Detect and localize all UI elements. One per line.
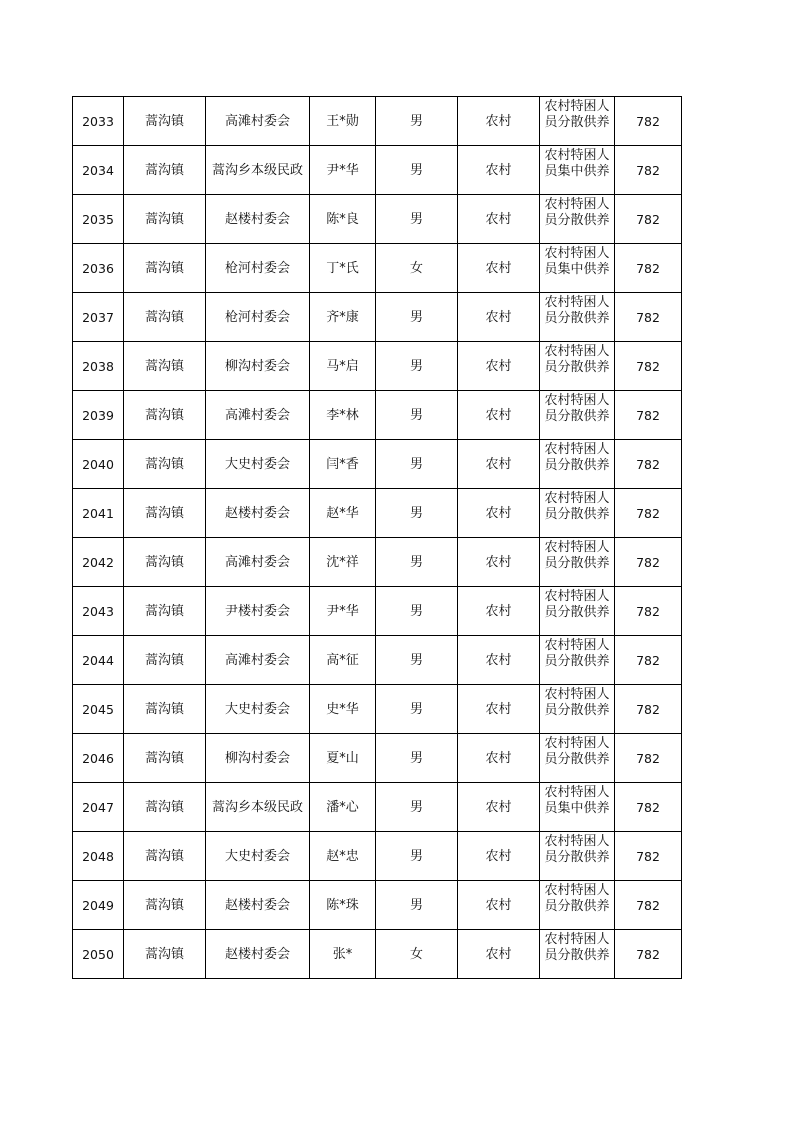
row-id-cell: 2049 [73, 881, 124, 930]
table-row [73, 244, 682, 293]
village-cell: 高滩村委会 [206, 97, 310, 146]
table-row [73, 342, 682, 391]
support-category-text: 农村特困人员分散供养 [544, 441, 610, 473]
support-category-text: 农村特困人员分散供养 [544, 588, 610, 620]
gender-cell: 男 [376, 391, 458, 440]
town-cell: 蒿沟镇 [124, 930, 206, 979]
support-category-cell [540, 489, 615, 538]
gender-cell: 男 [376, 734, 458, 783]
village-cell: 柳沟村委会 [206, 734, 310, 783]
person-name-cell: 张* [310, 930, 376, 979]
row-id-cell: 2050 [73, 930, 124, 979]
row-id-cell: 2038 [73, 342, 124, 391]
gender-cell: 男 [376, 881, 458, 930]
person-name-cell: 齐*康 [310, 293, 376, 342]
support-category-text: 农村特困人员分散供养 [544, 490, 610, 522]
area-type-cell: 农村 [458, 832, 540, 881]
town-cell: 蒿沟镇 [124, 881, 206, 930]
gender-cell: 男 [376, 489, 458, 538]
table-row [73, 636, 682, 685]
gender-cell: 男 [376, 832, 458, 881]
amount-cell: 782 [615, 930, 682, 979]
support-category-cell [540, 97, 615, 146]
support-category-text: 农村特困人员集中供养 [544, 784, 610, 816]
town-cell: 蒿沟镇 [124, 587, 206, 636]
table-row [73, 293, 682, 342]
support-category-cell [540, 685, 615, 734]
table-row [73, 881, 682, 930]
amount-cell: 782 [615, 685, 682, 734]
village-cell: 大史村委会 [206, 685, 310, 734]
person-name-cell: 潘*心 [310, 783, 376, 832]
gender-cell: 男 [376, 783, 458, 832]
area-type-cell: 农村 [458, 538, 540, 587]
row-id-cell: 2048 [73, 832, 124, 881]
gender-cell: 男 [376, 293, 458, 342]
support-category-text: 农村特困人员分散供养 [544, 98, 610, 130]
amount-cell: 782 [615, 538, 682, 587]
table-body [73, 97, 682, 979]
support-category-text: 农村特困人员分散供养 [544, 637, 610, 669]
town-cell: 蒿沟镇 [124, 97, 206, 146]
support-category-text: 农村特困人员分散供养 [544, 686, 610, 718]
village-cell: 枪河村委会 [206, 293, 310, 342]
person-name-cell: 陈*良 [310, 195, 376, 244]
amount-cell: 782 [615, 832, 682, 881]
beneficiary-table [72, 96, 682, 979]
row-id-cell: 2045 [73, 685, 124, 734]
area-type-cell: 农村 [458, 734, 540, 783]
row-id-cell: 2040 [73, 440, 124, 489]
village-cell: 赵楼村委会 [206, 195, 310, 244]
support-category-text: 农村特困人员分散供养 [544, 392, 610, 424]
area-type-cell: 农村 [458, 685, 540, 734]
town-cell: 蒿沟镇 [124, 342, 206, 391]
town-cell: 蒿沟镇 [124, 146, 206, 195]
support-category-cell [540, 146, 615, 195]
support-category-text: 农村特困人员分散供养 [544, 196, 610, 228]
support-category-cell [540, 342, 615, 391]
amount-cell: 782 [615, 587, 682, 636]
town-cell: 蒿沟镇 [124, 685, 206, 734]
town-cell: 蒿沟镇 [124, 636, 206, 685]
support-category-text: 农村特困人员分散供养 [544, 343, 610, 375]
amount-cell: 782 [615, 636, 682, 685]
village-cell: 枪河村委会 [206, 244, 310, 293]
support-category-text: 农村特困人员分散供养 [544, 833, 610, 865]
town-cell: 蒿沟镇 [124, 440, 206, 489]
row-id-cell: 2043 [73, 587, 124, 636]
table-row [73, 489, 682, 538]
row-id-cell: 2035 [73, 195, 124, 244]
area-type-cell: 农村 [458, 489, 540, 538]
gender-cell: 男 [376, 342, 458, 391]
amount-cell: 782 [615, 195, 682, 244]
person-name-cell: 赵*华 [310, 489, 376, 538]
row-id-cell: 2037 [73, 293, 124, 342]
area-type-cell: 农村 [458, 97, 540, 146]
village-cell: 高滩村委会 [206, 538, 310, 587]
support-category-cell [540, 881, 615, 930]
village-cell: 高滩村委会 [206, 636, 310, 685]
amount-cell: 782 [615, 391, 682, 440]
gender-cell: 男 [376, 587, 458, 636]
town-cell: 蒿沟镇 [124, 832, 206, 881]
village-cell: 尹楼村委会 [206, 587, 310, 636]
amount-cell: 782 [615, 293, 682, 342]
table-row [73, 930, 682, 979]
table-row [73, 195, 682, 244]
table-row [73, 685, 682, 734]
gender-cell: 男 [376, 195, 458, 244]
amount-cell: 782 [615, 440, 682, 489]
area-type-cell: 农村 [458, 244, 540, 293]
gender-cell: 女 [376, 244, 458, 293]
support-category-cell [540, 636, 615, 685]
person-name-cell: 丁*氏 [310, 244, 376, 293]
support-category-cell [540, 538, 615, 587]
area-type-cell: 农村 [458, 930, 540, 979]
town-cell: 蒿沟镇 [124, 195, 206, 244]
town-cell: 蒿沟镇 [124, 244, 206, 293]
town-cell: 蒿沟镇 [124, 783, 206, 832]
person-name-cell: 夏*山 [310, 734, 376, 783]
town-cell: 蒿沟镇 [124, 293, 206, 342]
table-row [73, 440, 682, 489]
person-name-cell: 沈*祥 [310, 538, 376, 587]
support-category-cell [540, 293, 615, 342]
amount-cell: 782 [615, 146, 682, 195]
person-name-cell: 陈*珠 [310, 881, 376, 930]
gender-cell: 男 [376, 97, 458, 146]
row-id-cell: 2036 [73, 244, 124, 293]
town-cell: 蒿沟镇 [124, 734, 206, 783]
support-category-text: 农村特困人员分散供养 [544, 735, 610, 767]
amount-cell: 782 [615, 783, 682, 832]
row-id-cell: 2047 [73, 783, 124, 832]
person-name-cell: 闫*香 [310, 440, 376, 489]
gender-cell: 男 [376, 440, 458, 489]
area-type-cell: 农村 [458, 342, 540, 391]
amount-cell: 782 [615, 342, 682, 391]
village-cell: 高滩村委会 [206, 391, 310, 440]
support-category-text: 农村特困人员分散供养 [544, 931, 610, 963]
area-type-cell: 农村 [458, 783, 540, 832]
table-row [73, 391, 682, 440]
row-id-cell: 2044 [73, 636, 124, 685]
support-category-cell [540, 195, 615, 244]
row-id-cell: 2033 [73, 97, 124, 146]
support-category-cell [540, 440, 615, 489]
person-name-cell: 尹*华 [310, 587, 376, 636]
row-id-cell: 2039 [73, 391, 124, 440]
area-type-cell: 农村 [458, 440, 540, 489]
village-cell: 蒿沟乡本级民政 [206, 146, 310, 195]
support-category-text: 农村特困人员集中供养 [544, 147, 610, 179]
gender-cell: 女 [376, 930, 458, 979]
area-type-cell: 农村 [458, 195, 540, 244]
village-cell: 赵楼村委会 [206, 489, 310, 538]
person-name-cell: 尹*华 [310, 146, 376, 195]
table-row [73, 783, 682, 832]
support-category-cell [540, 587, 615, 636]
row-id-cell: 2042 [73, 538, 124, 587]
support-category-cell [540, 244, 615, 293]
area-type-cell: 农村 [458, 293, 540, 342]
row-id-cell: 2041 [73, 489, 124, 538]
person-name-cell: 赵*忠 [310, 832, 376, 881]
support-category-cell [540, 734, 615, 783]
person-name-cell: 马*启 [310, 342, 376, 391]
area-type-cell: 农村 [458, 881, 540, 930]
row-id-cell: 2034 [73, 146, 124, 195]
support-category-cell [540, 391, 615, 440]
village-cell: 柳沟村委会 [206, 342, 310, 391]
village-cell: 赵楼村委会 [206, 930, 310, 979]
person-name-cell: 李*林 [310, 391, 376, 440]
person-name-cell: 史*华 [310, 685, 376, 734]
area-type-cell: 农村 [458, 391, 540, 440]
table-row [73, 97, 682, 146]
support-category-text: 农村特困人员分散供养 [544, 539, 610, 571]
area-type-cell: 农村 [458, 146, 540, 195]
support-category-text: 农村特困人员分散供养 [544, 294, 610, 326]
village-cell: 大史村委会 [206, 832, 310, 881]
table-row [73, 538, 682, 587]
village-cell: 大史村委会 [206, 440, 310, 489]
support-category-cell [540, 783, 615, 832]
amount-cell: 782 [615, 244, 682, 293]
amount-cell: 782 [615, 734, 682, 783]
gender-cell: 男 [376, 636, 458, 685]
town-cell: 蒿沟镇 [124, 489, 206, 538]
gender-cell: 男 [376, 146, 458, 195]
person-name-cell: 王*勋 [310, 97, 376, 146]
support-category-cell [540, 832, 615, 881]
gender-cell: 男 [376, 538, 458, 587]
amount-cell: 782 [615, 489, 682, 538]
gender-cell: 男 [376, 685, 458, 734]
town-cell: 蒿沟镇 [124, 538, 206, 587]
amount-cell: 782 [615, 881, 682, 930]
table-row [73, 146, 682, 195]
village-cell: 蒿沟乡本级民政 [206, 783, 310, 832]
village-cell: 赵楼村委会 [206, 881, 310, 930]
table-row [73, 832, 682, 881]
town-cell: 蒿沟镇 [124, 391, 206, 440]
area-type-cell: 农村 [458, 636, 540, 685]
support-category-text: 农村特困人员集中供养 [544, 245, 610, 277]
amount-cell: 782 [615, 97, 682, 146]
area-type-cell: 农村 [458, 587, 540, 636]
support-category-text: 农村特困人员分散供养 [544, 882, 610, 914]
table-row [73, 587, 682, 636]
row-id-cell: 2046 [73, 734, 124, 783]
table-row [73, 734, 682, 783]
person-name-cell: 高*征 [310, 636, 376, 685]
support-category-cell [540, 930, 615, 979]
